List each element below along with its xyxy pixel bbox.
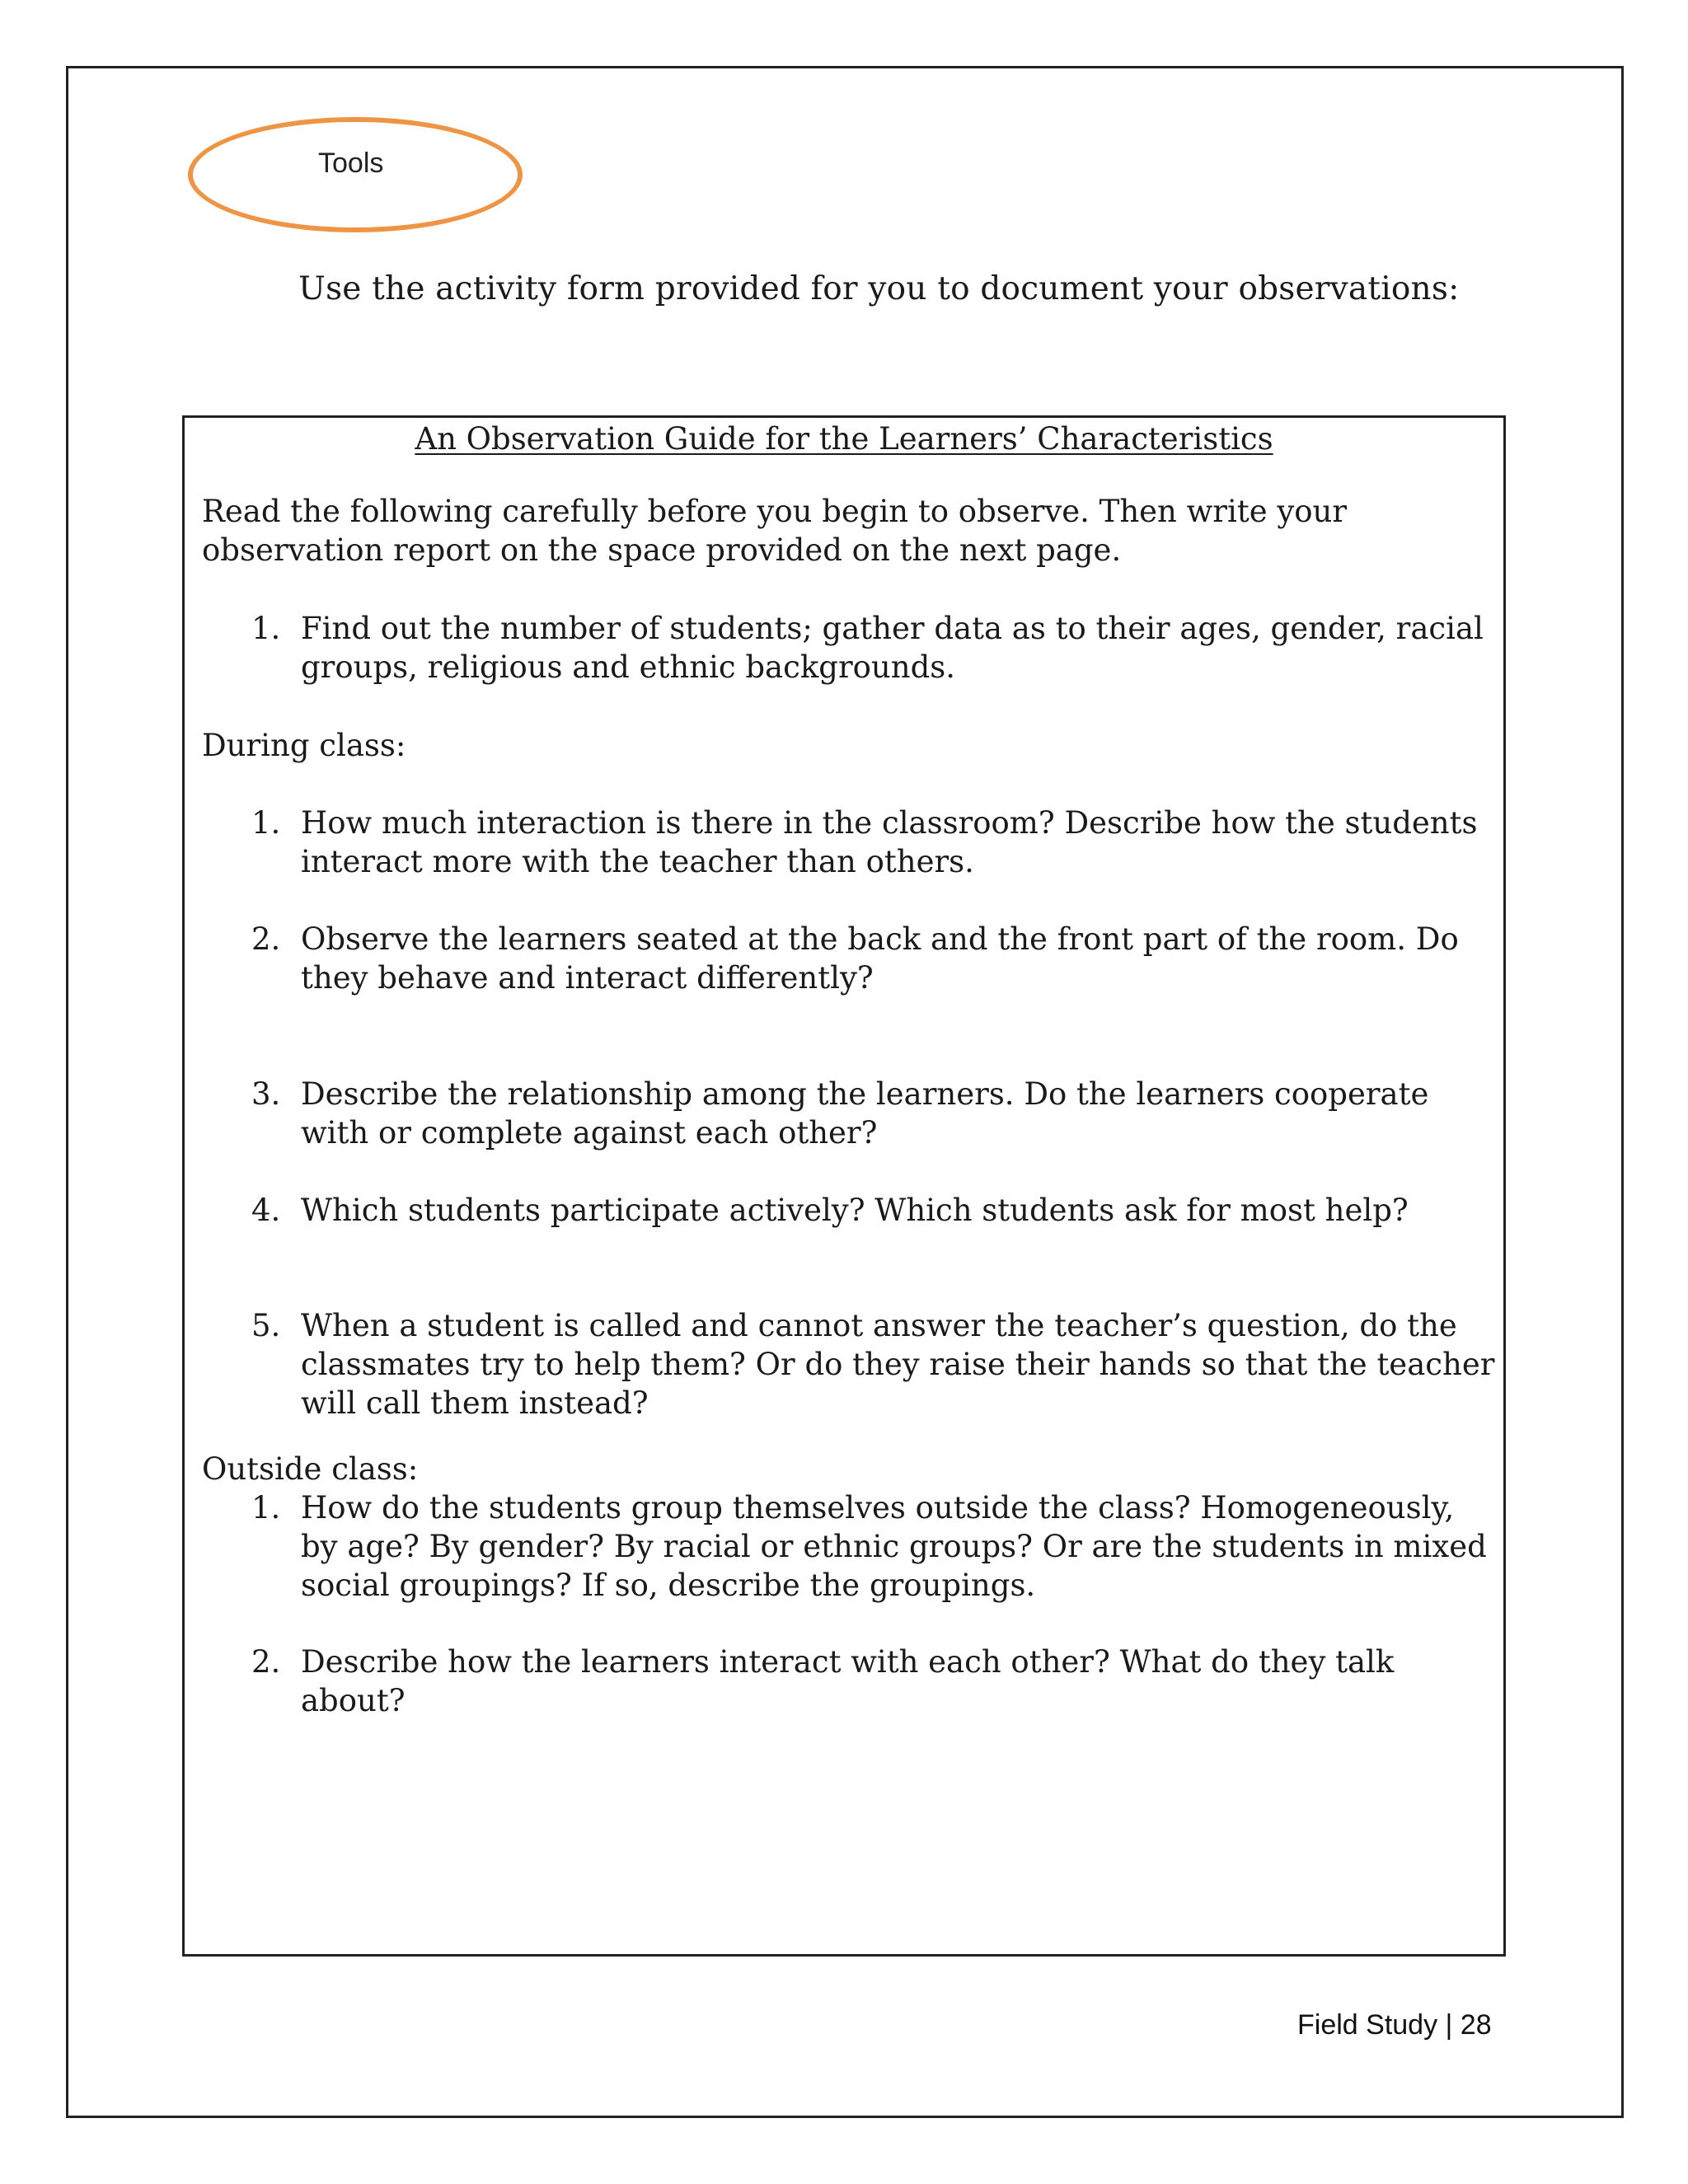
item-text: Find out the number of students; gather data as to their ages, gender, racial groups, religious and ethnic backgrounds. (301, 611, 1484, 685)
item-number: 2. (251, 921, 281, 957)
item-number: 3. (251, 1076, 281, 1112)
list-item (202, 1306, 1496, 1422)
item-text: How do the students group themselves outside the class? Homogeneously, by age? By gender? By racial or ethnic groups? Or are the students in mixed social groupings? If so, describe the groupings. (301, 1490, 1487, 1603)
item-text: Observe the learners seated at the back and the front part of the room. Do they behave and interact differently? (301, 921, 1459, 996)
item-text: When a student is called and cannot answer the teacher’s question, do the classmates try to help them? Or do they raise their hands so that the teacher will call them instead? (301, 1308, 1495, 1421)
guide-intro: Read the following carefully before you begin to observe. Then write your observation report on the space provided on the next page. (202, 494, 1348, 568)
instruction-text: Use the activity form provided for you to document your observations: (298, 270, 1460, 307)
item-number: 1. (251, 805, 281, 841)
item-number: 5. (251, 1308, 281, 1343)
list-item (202, 1643, 1496, 1720)
list-item (202, 1191, 1496, 1230)
item-number: 2. (251, 1644, 281, 1680)
list-item (202, 920, 1496, 997)
guide-title: An Observation Guide for the Learners’ Characteristics (415, 421, 1273, 457)
item-number: 1. (251, 1490, 281, 1526)
item-text: Describe how the learners interact with each other? What do they talk about? (301, 1644, 1395, 1718)
item-text: Which students participate actively? Which students ask for most help? (301, 1193, 1409, 1228)
outside-class-heading: Outside class: (202, 1451, 419, 1487)
list-item (202, 1488, 1496, 1605)
tools-label: Tools (318, 148, 384, 179)
list-item (202, 804, 1496, 881)
list-item (202, 1075, 1496, 1152)
list-item (202, 609, 1496, 687)
item-text: How much interaction is there in the classroom? Describe how the students interact more with the teacher than others. (301, 805, 1478, 879)
item-text: Describe the relationship among the learners. Do the learners cooperate with or complete against each other? (301, 1076, 1429, 1151)
during-class-heading: During class: (202, 728, 406, 763)
item-number: 4. (251, 1193, 281, 1228)
item-number: 1. (251, 611, 281, 646)
page-footer: Field Study | 28 (1297, 2009, 1492, 2041)
observation-guide-box (182, 415, 1506, 1957)
